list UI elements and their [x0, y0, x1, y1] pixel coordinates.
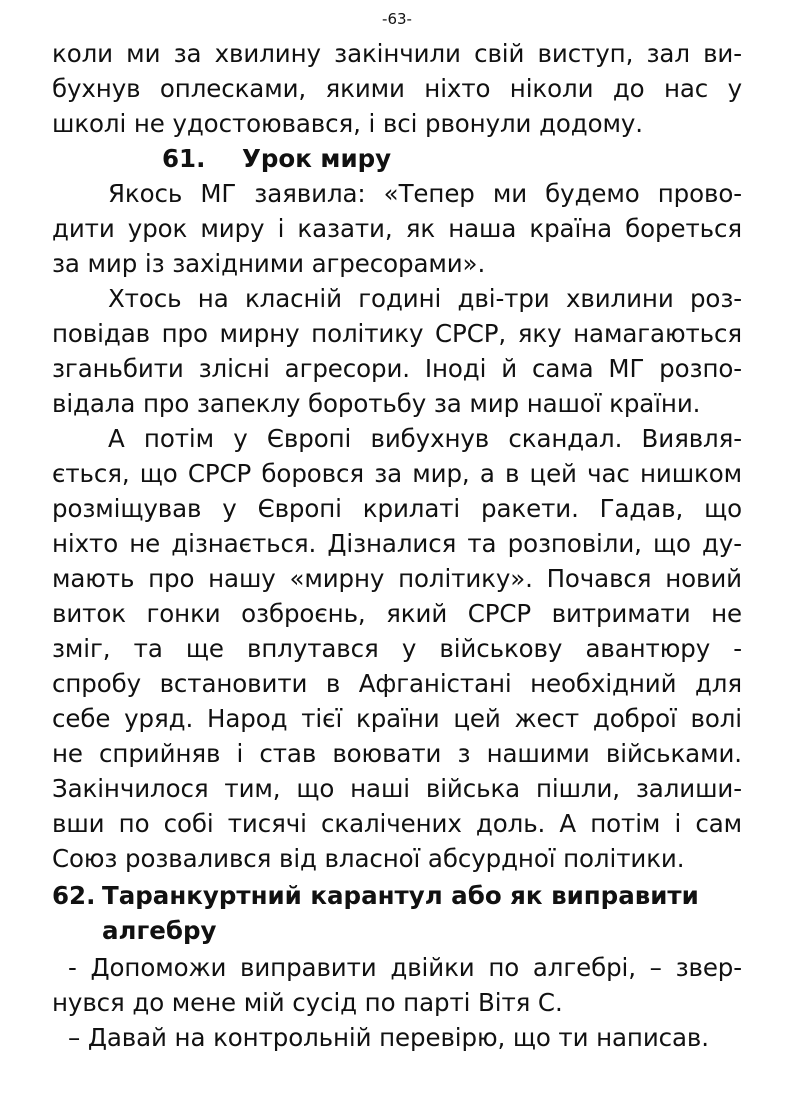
section-61-title: Урок миру	[242, 144, 392, 173]
section-62-title-line-2: алгебру	[102, 916, 217, 945]
text-line: нувся до мене мій сусід по парті Вітя С.	[52, 988, 563, 1017]
text-line: ніхто не дізнається. Дізналися та розповіли, що ду-	[52, 529, 742, 558]
text-line: школі не удостоювався, і всі рвонули додому.	[52, 109, 643, 138]
paragraph-1	[52, 176, 742, 281]
section-62-title-line-1: Таранкуртний карантул або як виправити	[102, 881, 699, 910]
page-number: -63-	[382, 10, 412, 28]
text-line: дити урок миру і казати, як наша країна бореться	[52, 214, 742, 243]
text-line: – Давай на контрольній перевірю, що ти написав.	[68, 1023, 709, 1052]
text-line: повідав про мирну політику СРСР, яку намагаються	[52, 319, 742, 348]
text-line: бухнув оплесками, якими ніхто ніколи до нас у	[52, 74, 742, 103]
text-line: зганьбити злісні агресори. Іноді й сама МГ розпо-	[52, 354, 742, 383]
text-line: Якось МГ заявила: «Тепер ми будемо прово-	[108, 179, 742, 208]
text-line: виток гонки озброєнь, який СРСР витримати не	[52, 599, 742, 628]
paragraph-2	[52, 281, 742, 421]
text-line: вши по собі тисячі скалічених доль. А потім і сам	[52, 809, 742, 838]
text-line: себе уряд. Народ тієї країни цей жест доброї волі	[52, 704, 742, 733]
section-61-heading	[52, 141, 742, 176]
text-line: зміг, та ще вплутався у військову авантюру -	[52, 634, 742, 663]
text-line: відала про запеклу боротьбу за мир нашої країни.	[52, 389, 701, 418]
text-line: А потім у Європі вибухнув скандал. Виявля-	[108, 424, 742, 453]
text-line: - Допоможи виправити двійки по алгебрі, – звер-	[68, 953, 742, 982]
text-line: Союз розвалився від власної абсурдної політики.	[52, 844, 685, 873]
text-line: Закінчилося тим, що наші війська пішли, залиши-	[52, 774, 742, 803]
page-content	[52, 36, 742, 1055]
text-line: Хтось на класній годині дві-три хвилини роз-	[108, 284, 742, 313]
text-line: розміщував у Європі крилаті ракети. Гадав, що	[52, 494, 742, 523]
section-62-number: 62.	[52, 881, 96, 910]
text-line: не сприйняв і став воювати з нашими військами.	[52, 739, 742, 768]
text-line: за мир із західними агресорами».	[52, 249, 486, 278]
dialog-2	[52, 1020, 742, 1055]
text-line: мають про нашу «мирну політику». Почався новий	[52, 564, 742, 593]
paragraph-intro	[52, 36, 742, 141]
dialog-1	[52, 950, 742, 1020]
text-line: коли ми за хвилину закінчили свій виступ, зал ви-	[52, 39, 742, 68]
section-61-number: 61.	[162, 144, 206, 173]
text-line: спробу встановити в Афганістані необхідний для	[52, 669, 742, 698]
text-line: ється, що СРСР боровся за мир, а в цей час нишком	[52, 459, 742, 488]
paragraph-3	[52, 421, 742, 876]
section-62-heading	[52, 878, 742, 948]
